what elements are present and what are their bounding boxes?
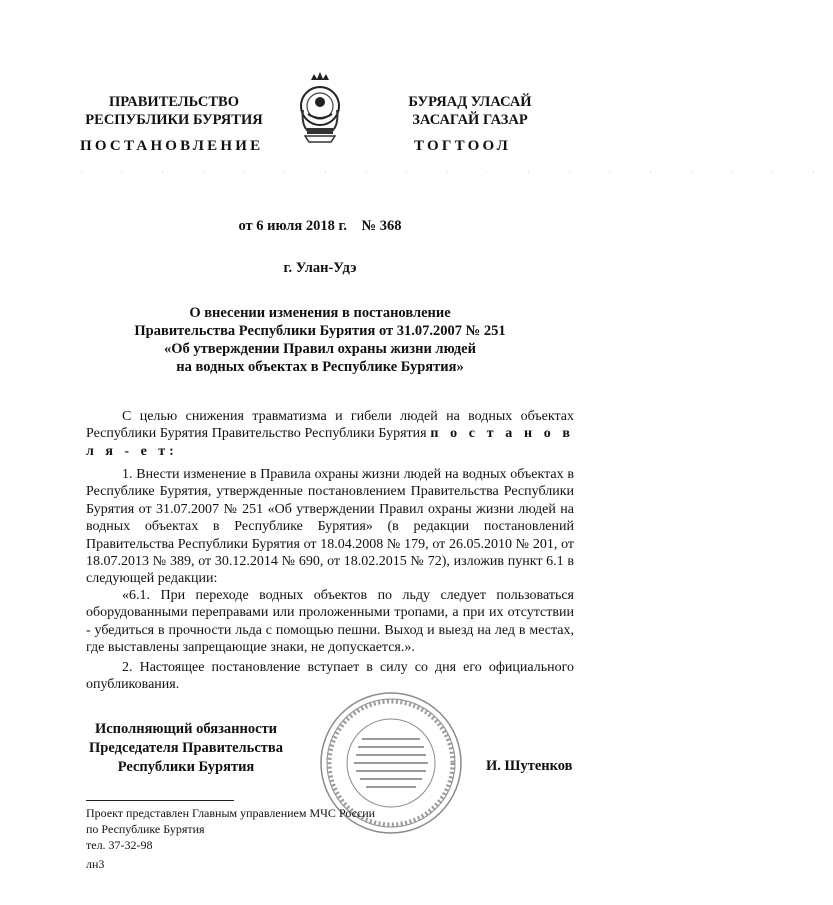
intro-resolves: п о с т а н о в л я - е т:: [86, 426, 574, 459]
footer-rule: [86, 800, 234, 801]
date-number-line: от 6 июля 2018 г. № 368: [238, 218, 402, 234]
header-right-org: [370, 93, 570, 129]
header-right-line-2: ЗАСАГАЙ ГАЗАР: [412, 112, 528, 128]
header-left-org: [74, 93, 274, 129]
paragraph-1-quote: [86, 587, 574, 657]
republic-emblem-icon: [297, 70, 343, 150]
header-divider: · · · · · · · · · · · · · · · · · · ·: [80, 168, 833, 177]
document-code: лн3: [86, 857, 105, 871]
title-line-2: Правительства Республики Бурятия от 31.07.2007 № 251: [134, 323, 506, 339]
intro-paragraph: [86, 408, 574, 460]
paragraph-1: [86, 466, 574, 588]
header-left-line-2: РЕСПУБЛИКИ БУРЯТИЯ: [85, 112, 263, 128]
footer-note: [86, 805, 375, 853]
title-line-4: на водных объектах в Республике Бурятия»: [176, 359, 464, 375]
intro-text: С целью снижения травматизма и гибели людей на водных объектах Республики Бурятия Правительство Республики Бурятия: [86, 409, 574, 442]
signatory-title: [86, 720, 286, 777]
document-type-ru: ПОСТАНОВЛЕНИЕ: [80, 138, 264, 154]
footer-line-1: Проект представлен Главным управлением МЧС России: [86, 806, 376, 820]
header-right-line-1: БУРЯАД УЛАСАЙ: [408, 94, 532, 110]
signatory-name: И. Шутенков: [486, 758, 573, 774]
city-line: г. Улан-Удэ: [283, 260, 357, 276]
paragraph-2-text: 2. Настоящее постановление вступает в силу со дня его официального опубликования.: [86, 660, 574, 693]
signatory-title-line-1: Исполняющий обязанности: [94, 721, 278, 737]
paragraph-2: [86, 659, 574, 694]
document-title: [60, 304, 580, 376]
document-type-bua: ТОГТООЛ: [414, 138, 511, 154]
paragraph-1-quote-text: «6.1. При переходе водных объектов по льду следует пользоваться оборудованными переправами или проложенными тропами, а при их отсутствии - убедиться в прочности льда с помощью пешни. Выход и выезд на лед в местах, где выставлены запрещающие знаки, не допускается.».: [86, 588, 574, 656]
title-line-1: О внесении изменения в постановление: [189, 305, 451, 321]
title-line-3: «Об утверждении Правил охраны жизни людей: [164, 341, 476, 357]
footer-line-2: по Республике Бурятия: [86, 822, 205, 836]
signatory-title-line-2: Председателя Правительства: [89, 740, 283, 756]
paragraph-1-text: 1. Внести изменение в Правила охраны жизни людей на водных объектах в Республике Бурятия, утвержденные постановлением Правительства Республики Бурятия от 31.07.2007 № 251 «Об утверждении Правил охраны жизни людей на водных объектах в Республике Бурятия» (в редакции постановлений Правительства Республики Бурятия от 18.04.2008 № 179, от 26.05.2010 № 201, от 18.07.2013 № 389, от 30.12.2014 № 690, от 18.02.2015 № 72), изложив пункт 6.1 в следующей редакции:: [86, 467, 574, 587]
footer-line-3: тел. 37-32-98: [86, 838, 153, 852]
signatory-title-line-3: Республики Бурятия: [117, 759, 255, 775]
header-left-line-1: ПРАВИТЕЛЬСТВО: [109, 94, 239, 110]
